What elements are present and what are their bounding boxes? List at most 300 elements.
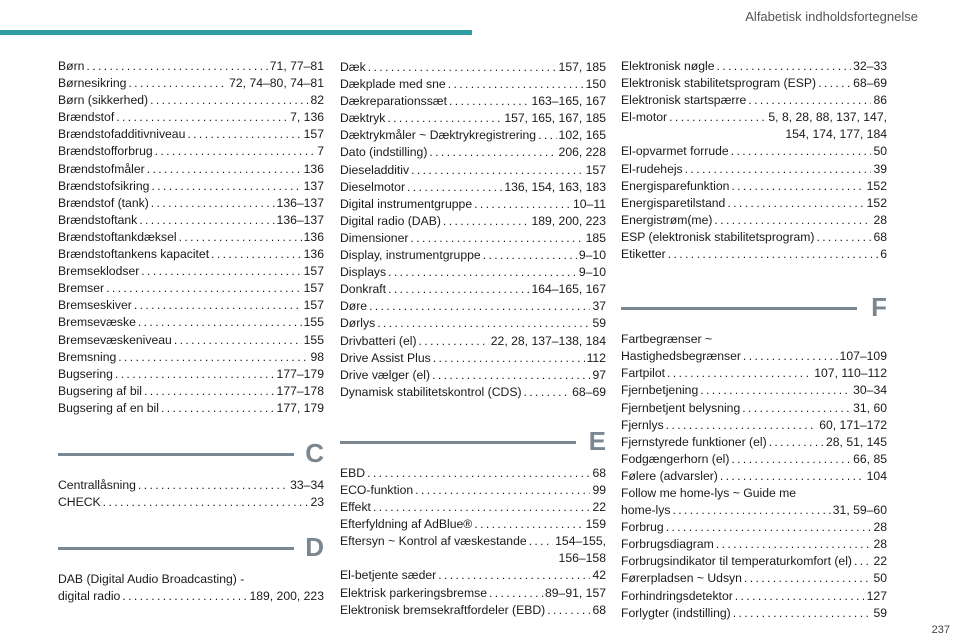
index-term: Digital instrumentgruppe [340,196,473,211]
index-pages: 189, 200, 223 [531,213,606,228]
index-entry [340,230,606,247]
index-entry [340,333,606,350]
index-term: Dieseladditiv [340,162,410,177]
index-term: Dato (indstilling) [340,145,428,160]
dot-leader [547,602,590,619]
index-entry [340,516,606,533]
index-entry [58,263,324,280]
dot-leader [489,585,543,602]
index-entry [58,400,324,417]
section-rule [621,307,857,310]
index-pages: 7, 136 [290,110,324,125]
index-column-3 [621,58,887,622]
index-pages-continued: 154, 174, 177, 184 [785,127,887,142]
dot-leader [419,333,489,350]
dot-leader [727,195,864,212]
index-pages: 127 [866,588,887,603]
dot-leader [854,553,871,570]
section-letter-f: F [871,292,887,323]
index-pages: 104 [866,468,887,483]
index-entry [340,585,606,602]
dot-leader [743,348,838,365]
index-entry [58,314,324,331]
dot-leader [700,382,851,399]
index-pages: 59 [873,605,887,620]
index-term: El-betjente sæder [340,568,437,583]
index-entry [58,75,324,92]
index-pages: 30–34 [853,383,887,398]
index-term: Eftersyn ~ Kontrol af væskestande [340,534,527,549]
index-entry [621,417,887,434]
dot-leader [211,246,302,263]
index-pages: 86 [873,93,887,108]
index-term: Brændstoftank [58,212,138,227]
index-pages: 177, 179 [276,400,324,415]
index-term: Fartpilot [621,366,666,381]
index-term: Brændstof (tank) [58,195,149,210]
index-term: Brændstofadditivniveau [58,127,186,142]
dot-leader [411,162,584,179]
index-entry [621,400,887,417]
dot-leader [155,143,316,160]
index-pages: 206, 228 [558,145,606,160]
index-entry [58,195,324,212]
index-pages: 31, 60 [853,400,887,415]
index-term: Displays [340,265,387,280]
index-term: Forbrug [621,520,664,535]
index-entry [340,465,606,482]
dot-leader [103,494,309,511]
index-pages: 59 [592,316,606,331]
index-term: Dieselmotor [340,179,406,194]
index-pages: 28, 51, 145 [826,434,887,449]
index-term: Digital radio (DAB) [340,213,441,228]
index-term: digital radio [58,589,121,604]
index-pages: 163–165, 167 [531,94,606,109]
index-pages: 31, 59–60 [832,503,887,518]
dot-leader [161,400,275,417]
index-term: Bremsevæske [58,315,136,330]
index-pages: 185 [585,230,606,245]
dot-leader [474,516,583,533]
dot-leader [388,281,529,298]
index-term: Forlygter (indstilling) [621,605,731,620]
index-entry [340,350,606,367]
index-term-line: Follow me home-lys ~ Guide me [621,485,797,500]
index-pages: 71, 77–81 [269,59,324,73]
index-term: Energisparetilstand [621,195,726,210]
dot-leader [817,229,872,246]
dot-leader [685,161,872,178]
index-pages: 102, 165 [558,128,606,143]
index-term: Hastighedsbegrænser [621,349,741,364]
index-term: Elektronisk bremsekraftfordeler (EBD) [340,602,546,617]
dot-leader [538,127,556,144]
dot-leader [377,315,590,332]
index-entry [58,246,324,263]
index-term: Bremsevæskeniveau [58,332,172,347]
index-entry [621,451,887,468]
dot-leader [151,195,275,212]
index-entry [340,281,606,298]
index-entry [621,229,887,246]
dot-leader [731,143,872,160]
index-term: Drive Assist Plus [340,350,431,365]
dot-leader [147,161,302,178]
index-entry [621,58,887,75]
index-entry [58,58,324,75]
section-letter-c: C [305,437,324,468]
dot-leader [128,75,227,92]
dot-leader [122,588,247,605]
section-header-c [58,439,324,477]
dot-leader [144,383,275,400]
dot-leader [179,229,302,246]
index-term: CHECK [58,495,101,510]
index-pages: 50 [873,571,887,586]
index-term: Børn [58,59,85,73]
index-pages: 157 [303,298,324,313]
index-entry [621,195,887,212]
index-term: Bremseskiver [58,298,132,313]
dot-leader [744,570,872,587]
dot-leader [139,212,274,229]
index-entry [58,143,324,160]
index-pages: 155 [303,315,324,330]
index-pages: 39 [873,161,887,176]
index-pages: 68–69 [853,76,887,91]
index-term: Dækplade med sne [340,77,446,92]
index-pages: 28 [873,537,887,552]
index-entry [621,468,887,485]
index-pages: 33–34 [290,477,324,492]
entries-f-part1 [621,365,887,485]
index-pages: 42 [592,568,606,583]
index-entry [621,109,887,143]
index-entry [340,127,606,144]
index-term: Dimensioner [340,230,409,245]
dot-leader [448,76,584,93]
entries-e-part1 [340,465,606,533]
index-pages: 136, 154, 163, 183 [504,179,606,194]
index-entry [340,602,606,619]
index-pages: 164–165, 167 [531,282,606,297]
index-term: Effekt [340,500,371,515]
dot-leader [138,477,288,494]
index-term: Energisparefunktion [621,178,730,193]
section-header-e [340,427,606,465]
index-pages: 157, 185 [558,60,606,74]
index-pages: 152 [866,195,887,210]
index-pages: 68–69 [572,384,606,399]
index-pages: 159 [585,517,606,532]
index-entry [340,59,606,76]
index-entry [58,92,324,109]
index-term: Bremsning [58,349,117,364]
dot-leader [407,179,502,196]
index-term: Dørlys [340,316,376,331]
dot-leader [432,367,590,384]
dot-leader [474,196,571,213]
dot-leader [134,297,302,314]
index-pages: 152 [866,178,887,193]
dot-leader [141,263,301,280]
index-entry [340,213,606,230]
dot-leader [187,126,301,143]
dot-leader [748,92,871,109]
dot-leader [720,468,865,485]
index-pages: 157 [303,264,324,279]
index-pages: 28 [873,212,887,227]
index-entry [340,499,606,516]
index-term: Brændstofsikring [58,178,150,193]
index-entry [340,264,606,281]
index-pages: 97 [592,367,606,382]
index-entry [340,298,606,315]
dot-leader [524,384,571,401]
index-pages: 136–137 [276,212,324,227]
index-pages: 5, 8, 28, 88, 137, 147, [768,110,887,125]
index-term: Dynamisk stabilitetskontrol (CDS) [340,384,522,399]
dot-leader [115,366,275,383]
index-entry [340,76,606,93]
index-term: Energistrøm(me) [621,212,713,227]
entries-c [58,477,324,511]
index-term: Forbrugsdiagram [621,537,714,552]
index-entry [58,383,324,400]
dot-leader [151,178,301,195]
index-entry [58,212,324,229]
index-pages: 150 [585,77,606,92]
index-term: Børnesikring [58,76,127,91]
index-entry [621,212,887,229]
section-letter-d: D [305,532,324,563]
index-term: Førerpladsen ~ Udsyn [621,571,742,586]
index-term: Forbrugsindikator til temperaturkomfort (el) [621,554,852,569]
dot-leader [666,417,818,434]
index-entry [340,367,606,384]
index-pages: 157 [303,127,324,142]
index-entry [340,179,606,196]
dot-leader [742,400,851,417]
dot-leader [387,110,502,127]
index-entry [340,533,606,567]
dot-leader [429,144,556,161]
index-column-1 [58,58,324,605]
index-pages: 22, 28, 137–138, 184 [490,333,606,348]
dot-leader [669,109,766,126]
index-pages: 10–11 [573,196,606,211]
index-entry [621,143,887,160]
index-pages: 155 [303,332,324,347]
index-term: Bugsering [58,366,113,381]
index-term: ECO-funktion [340,482,414,497]
index-entry [58,366,324,383]
index-term: Bremser [58,281,105,296]
index-pages: 66, 85 [853,451,887,466]
dot-leader [716,58,851,75]
index-entry [340,482,606,499]
index-entry [58,126,324,143]
index-term: Bremseklodser [58,264,140,279]
index-pages: 107–109 [839,349,887,364]
index-entry [621,588,887,605]
index-entry [340,162,606,179]
index-term: Drive vælger (el) [340,367,431,382]
index-entry [340,110,606,127]
index-term: Følere (advarsler) [621,468,718,483]
index-term: Elektrisk parkeringsbremse [340,585,487,600]
dot-leader [86,58,267,75]
index-pages: 89–91, 157 [545,585,606,600]
dot-leader [529,533,554,550]
index-pages: 72, 74–80, 74–81 [229,76,324,91]
index-entry [340,93,606,110]
entries-e-part2 [621,143,887,263]
page-header-title: Alfabetisk indholdsfortegnelse [745,9,918,24]
index-term: Centrallåsning [58,477,136,492]
index-entry [621,161,887,178]
index-pages: 50 [873,144,887,159]
index-pages: 98 [310,349,324,364]
dot-leader [433,350,585,367]
index-entry [58,178,324,195]
dot-leader [373,499,590,516]
index-entry [340,247,606,264]
section-rule [58,547,294,550]
dot-leader [368,59,557,76]
index-term: Bugsering af en bil [58,400,159,415]
dot-leader [672,502,830,519]
index-entry [621,92,887,109]
dot-leader [735,588,865,605]
index-term: El-rudehejs [621,161,683,176]
index-term: Forhindringsdetektor [621,588,733,603]
dot-leader [174,332,302,349]
index-pages: 82 [310,93,324,108]
index-pages: 60, 171–172 [819,417,887,432]
index-term: Bugsering af bil [58,383,143,398]
index-pages: 189, 200, 223 [249,589,324,604]
index-entry [58,229,324,246]
index-term: EBD [340,465,366,480]
section-header-d [58,533,324,571]
index-pages: 9–10 [578,265,606,280]
dot-leader [415,482,590,499]
index-term: Døre [340,299,368,314]
index-entry [621,331,887,365]
index-term: Elektronisk startspærre [621,93,747,108]
index-column-2 [340,59,606,619]
index-entry [340,384,606,401]
index-term: Elektronisk stabilitetsprogram (ESP) [621,76,817,91]
index-entry [621,382,887,399]
dot-leader [367,465,590,482]
dot-leader [714,212,871,229]
index-term: Efterfyldning af AdBlue® [340,517,473,532]
entries-b [58,58,324,417]
index-term: Brændstoftankdæksel [58,229,177,244]
index-pages: 154–155, [555,534,606,549]
index-pages: 6 [880,247,887,262]
index-term: home-lys [621,503,671,518]
dot-leader [116,109,288,126]
index-entry [621,485,887,519]
header-accent-bar [0,30,472,35]
section-rule [58,453,294,456]
index-term: Fjernbetjening [621,383,699,398]
index-pages: 37 [592,299,606,314]
entries-d [340,59,606,401]
dot-leader [118,349,308,366]
index-entry [58,161,324,178]
index-pages: 136 [303,229,324,244]
index-pages: 22 [873,554,887,569]
page-number: 237 [931,624,950,636]
index-pages: 32–33 [853,59,887,73]
index-term: El-opvarmet forrude [621,144,729,159]
index-entry [621,519,887,536]
index-term: Brændstofforbrug [58,144,153,159]
index-entry [621,434,887,451]
index-term: Dækreparationssæt [340,94,448,109]
index-entry [621,365,887,382]
index-term: Fjernlys [621,417,664,432]
index-entry [58,494,324,511]
index-pages: 68 [592,465,606,480]
section-letter-e: E [588,425,606,456]
index-entry [58,280,324,297]
dot-leader [716,536,872,553]
index-entry [340,567,606,584]
index-pages: 23 [310,495,324,510]
dot-leader [388,264,577,281]
index-pages: 157, 165, 167, 185 [504,111,606,126]
dot-leader [150,92,308,109]
index-pages: 68 [592,602,606,617]
index-entry [340,196,606,213]
index-entry [340,144,606,161]
index-term: Dæktryk [340,111,386,126]
index-pages: 137 [303,178,324,193]
index-term: Børn (sikkerhed) [58,93,149,108]
section-header-f [621,293,887,331]
index-entry [621,178,887,195]
index-pages: 136–137 [276,195,324,210]
index-entry [58,349,324,366]
dot-leader [369,298,590,315]
entries-e-part1 [621,58,887,109]
index-term: Brændstofmåler [58,161,145,176]
dot-leader [769,434,824,451]
index-term: Brændstoftankens kapacitet [58,247,210,262]
index-pages: 99 [592,482,606,497]
index-entry [621,246,887,263]
index-pages: 136 [303,247,324,262]
index-entry [58,571,324,605]
index-entry [621,570,887,587]
index-term: Etiketter [621,247,666,262]
entries-f-part2 [621,519,887,622]
index-pages: 22 [592,500,606,515]
dot-leader [666,519,872,536]
index-pages: 9–10 [578,248,606,263]
index-term: Dæktrykmåler ~ Dæktrykregistrering [340,128,537,143]
dot-leader [443,213,530,230]
index-term: Fjernstyrede funktioner (el) [621,434,767,449]
index-pages: 112 [586,350,606,365]
index-entry [58,477,324,494]
